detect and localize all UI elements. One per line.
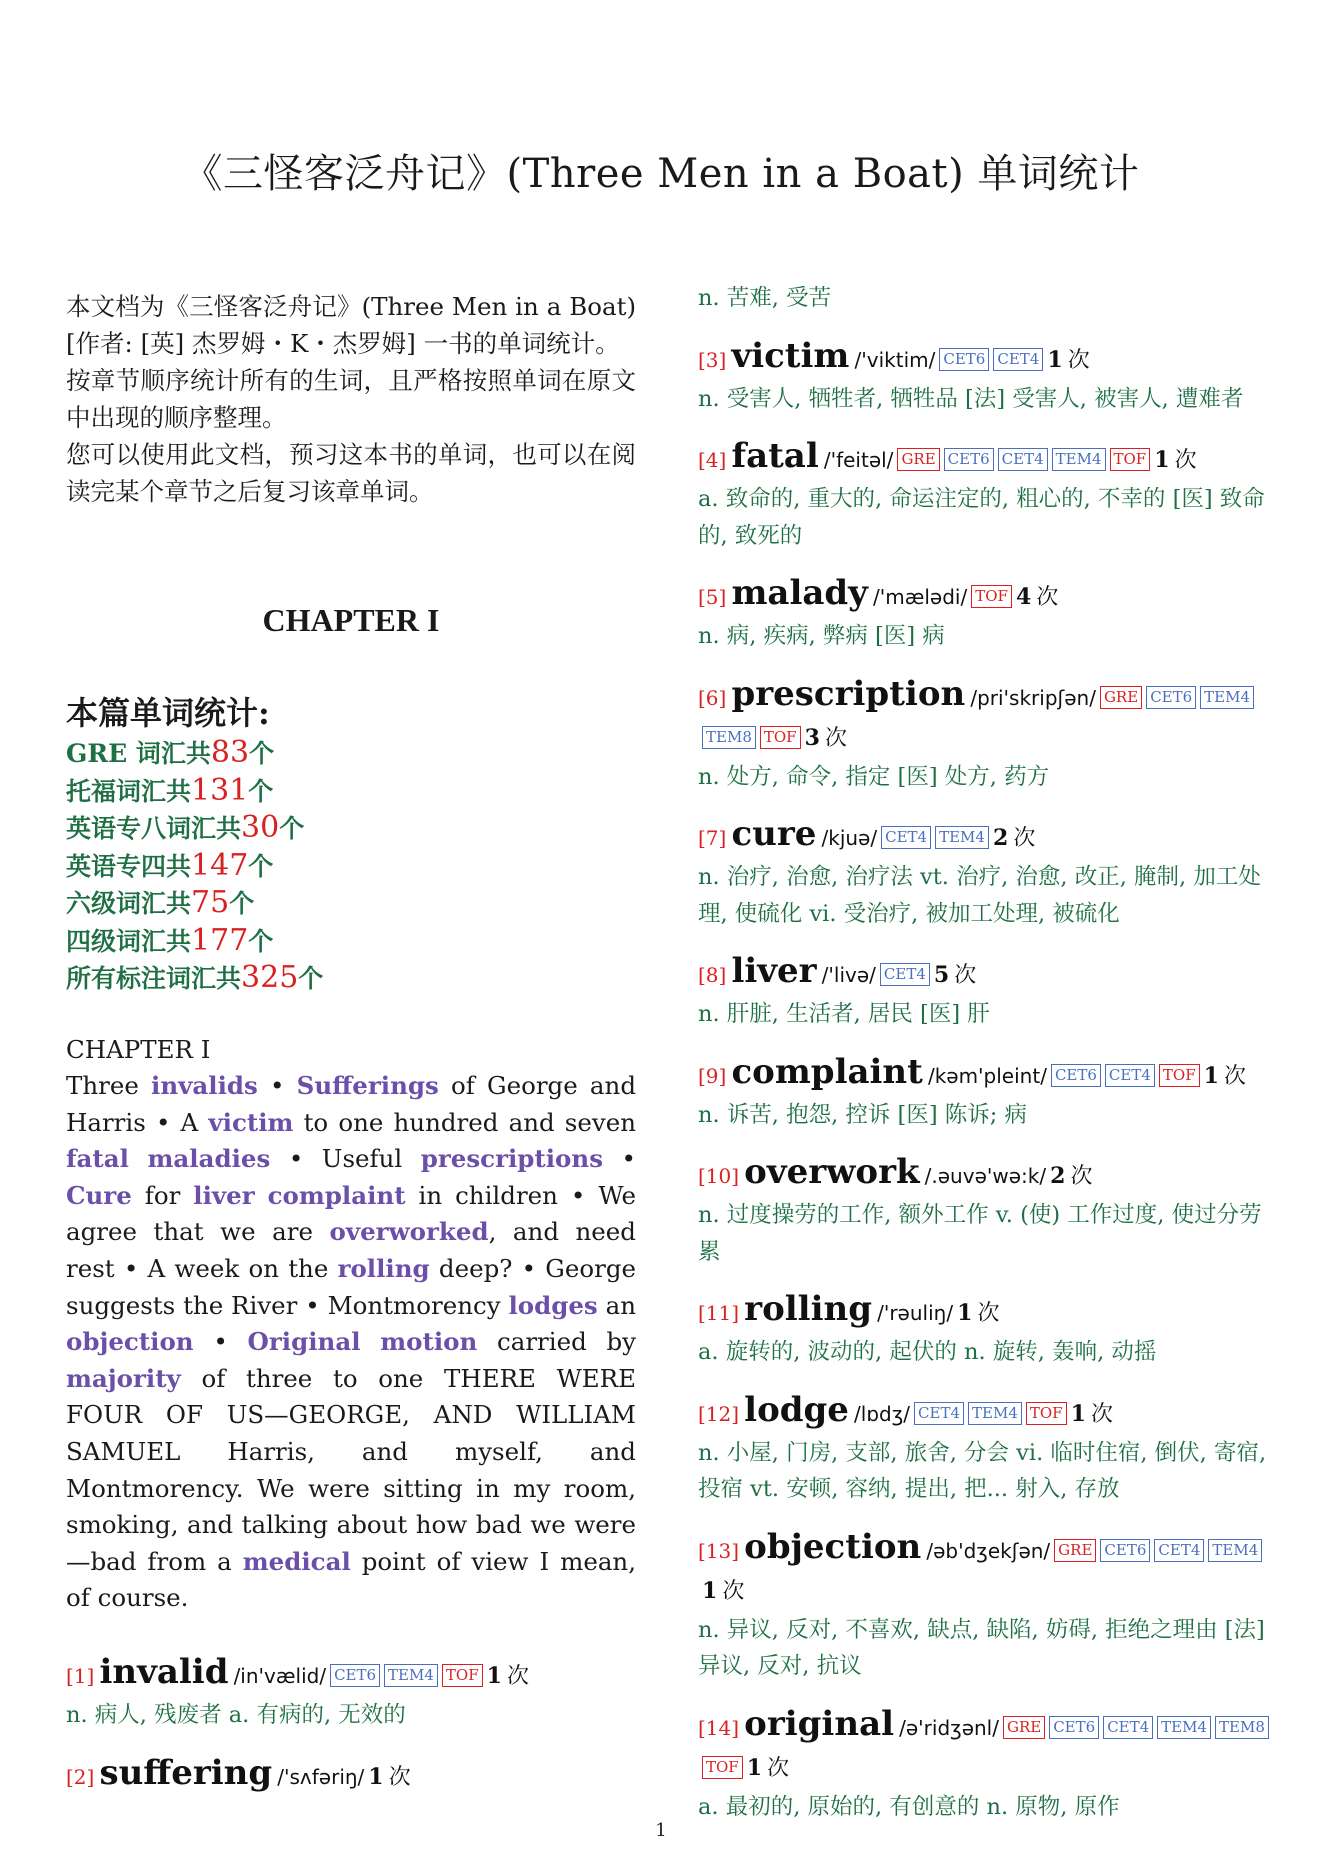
level-tag: TOF [442, 1664, 483, 1687]
level-tag: CET4 [1154, 1539, 1204, 1562]
level-tag: TEM8 [1215, 1716, 1269, 1739]
entry-index: [1] [66, 1664, 95, 1688]
entry-definition: n. 受害人, 牺牲者, 牺牲品 [法] 受害人, 被害人, 遭难者 [698, 385, 1244, 412]
stat-count: 83 [210, 735, 250, 770]
entry-count: 1 [746, 1754, 763, 1781]
entry-count: 1 [1070, 1400, 1086, 1427]
entry-definition: n. 肝脏, 生活者, 居民 [医] 肝 [698, 1001, 990, 1027]
entry-header [698, 1153, 1270, 1197]
stat-unit: 个 [248, 926, 274, 956]
level-tag: TOF [971, 585, 1012, 608]
level-tag: CET6 [1051, 1064, 1101, 1087]
entry-index: [14] [698, 1715, 740, 1740]
entry-phonetic: /.əuvə'wə:k/ [924, 1164, 1047, 1188]
level-tag: CET4 [880, 963, 930, 986]
level-tag: CET4 [998, 448, 1048, 471]
entry-phonetic: /pri'skripʃən/ [970, 685, 1096, 710]
level-tag: TEM4 [1157, 1716, 1211, 1739]
excerpt-text: in children • We agree that we are [66, 1180, 636, 1247]
entry-header [698, 1053, 1270, 1097]
level-tag: CET4 [1103, 1716, 1153, 1739]
entry-count-unit: 次 [977, 1301, 1000, 1326]
entry-index: [12] [698, 1401, 740, 1426]
vocab-entry [698, 1528, 1270, 1685]
stat-label: GRE 词汇共 [66, 739, 211, 768]
entry-index: [10] [698, 1164, 740, 1188]
excerpt-text: carried by [477, 1327, 637, 1357]
highlighted-word: majority [66, 1363, 181, 1393]
entry-header [698, 1528, 1270, 1612]
entry-count: 3 [804, 724, 820, 751]
entry-definition: n. 过度操劳的工作, 额外工作 v. (使) 工作过度, 使过分劳累 [698, 1202, 1262, 1265]
stat-label: 所有标注词汇共 [66, 964, 242, 993]
stat-label: 英语专四共 [66, 851, 192, 881]
entry-definition: n. 诉苦, 抱怨, 控诉 [医] 陈诉; 病 [698, 1101, 1027, 1128]
level-tag: TOF [1026, 1402, 1067, 1425]
entry-word: victim [731, 335, 850, 376]
excerpt-text [255, 1181, 268, 1210]
stat-unit: 个 [279, 814, 305, 843]
stat-row [66, 960, 636, 998]
vocab-entry [66, 1653, 636, 1734]
entry-word: overwork [744, 1152, 920, 1192]
stat-unit: 个 [248, 776, 274, 806]
level-tag: GRE [1054, 1539, 1096, 1562]
entry-phonetic: /lɒdʒ/ [854, 1401, 911, 1426]
entry-definition: a. 致命的, 重大的, 命运注定的, 粗心的, 不幸的 [医] 致命的, 致死的 [698, 486, 1265, 549]
stat-row [66, 885, 636, 923]
stat-count: 177 [191, 922, 249, 958]
entry-count: 4 [1015, 584, 1032, 610]
stat-count: 75 [191, 885, 230, 920]
entry-count: 5 [933, 962, 950, 988]
vocab-entry [698, 1391, 1270, 1508]
excerpt-text: deep? • George suggests the River • Montmorency [66, 1254, 637, 1320]
entry-header [698, 675, 1270, 759]
entry-phonetic: /'mælədi/ [873, 585, 968, 609]
level-tag: GRE [897, 448, 939, 471]
level-tag: GRE [1100, 686, 1142, 709]
chapter-line: CHAPTER I [66, 1034, 211, 1064]
entry-phonetic: /kəm'pleint/ [927, 1063, 1047, 1088]
stat-row [66, 810, 636, 848]
entry-count-unit: 次 [1174, 448, 1197, 473]
highlighted-word: lodges [508, 1290, 598, 1320]
entry-word: invalid [99, 1652, 229, 1692]
level-tag: TEM4 [384, 1664, 438, 1687]
entry-definition: n. 小屋, 门房, 支部, 旅舍, 分会 vi. 临时住宿, 倒伏, 寄宿, 投宿 vt. 安顿, 容纳, 提出, 把... 射入, 存放 [698, 1439, 1267, 1502]
entry-count-unit: 次 [954, 963, 977, 988]
chapter-heading: CHAPTER I [262, 602, 440, 638]
level-tag: TOF [702, 1756, 743, 1779]
entry-phonetic: /'rəuliŋ/ [877, 1301, 954, 1325]
highlighted-word: Cure [66, 1180, 132, 1210]
entry-header [698, 437, 1270, 481]
highlighted-word: overworked [329, 1217, 489, 1247]
stat-label: 英语专八词汇共 [66, 814, 242, 843]
level-tag: TOF [1159, 1064, 1200, 1087]
entry-index: [5] [698, 585, 727, 609]
level-tag: CET4 [881, 826, 931, 849]
entry-count-unit: 次 [1013, 826, 1036, 851]
highlighted-word: objection [66, 1327, 194, 1357]
right-entry-list [698, 337, 1270, 1826]
level-tag: TEM4 [968, 1402, 1022, 1425]
entry-index: [2] [66, 1764, 95, 1789]
stat-label: 四级词汇共 [66, 926, 192, 956]
level-tag: TEM8 [702, 726, 756, 749]
entry-index: [13] [698, 1538, 740, 1563]
entry-phonetic: /ə'ridʒənl/ [899, 1715, 999, 1740]
level-tag: CET6 [1100, 1539, 1150, 1562]
entry-word: rolling [744, 1289, 872, 1329]
stat-count: 30 [241, 810, 280, 845]
stat-label: 托福词汇共 [66, 776, 192, 806]
entry-definition: n. 病, 疾病, 弊病 [医] 病 [698, 623, 945, 649]
entry-count: 1 [1154, 447, 1170, 473]
excerpt-text: • Useful [270, 1144, 421, 1174]
level-tag: CET6 [1049, 1716, 1099, 1739]
stat-count: 131 [191, 772, 249, 808]
stat-unit: 个 [298, 964, 324, 993]
stat-unit: 个 [249, 739, 275, 768]
entry-definition: a. 最初的, 原始的, 有创意的 n. 原物, 原作 [698, 1793, 1120, 1820]
entry-header [698, 815, 1270, 859]
stat-label: 六级词汇共 [66, 889, 192, 918]
level-tag: CET4 [1105, 1064, 1155, 1087]
entry-phonetic: /'viktim/ [854, 347, 936, 372]
highlighted-word: liver [193, 1180, 255, 1210]
entry-index: [6] [698, 685, 727, 710]
left-entry-list [66, 1653, 636, 1798]
highlighted-word: complaint [267, 1180, 406, 1210]
excerpt-text: • [257, 1071, 297, 1101]
entry-count-unit: 次 [1036, 585, 1059, 610]
entry-phonetic: /'feitəl/ [823, 448, 894, 472]
entry-count-unit: 次 [507, 1664, 530, 1689]
intro-paragraph: 您可以使用此文档，预习这本书的单词，也可以在阅读完某个章节之后复习该章单词。 [66, 440, 636, 506]
entry-count: 1 [702, 1577, 718, 1604]
stat-row [66, 735, 636, 773]
entry-word: cure [731, 814, 817, 854]
page-number: 1 [655, 1820, 667, 1841]
entry-word: malady [731, 573, 868, 613]
excerpt-text: Three [66, 1071, 152, 1101]
excerpt-text: of George and Harris • A [66, 1071, 636, 1137]
entry-count-unit: 次 [722, 1578, 745, 1604]
vocab-entry [698, 437, 1270, 554]
entry-definition: n. 处方, 命令, 指定 [医] 处方, 药方 [698, 763, 1050, 790]
level-tag: GRE [1003, 1716, 1045, 1739]
entry-definition: n. 苦难, 受苦 [698, 285, 832, 311]
level-tag: TEM4 [1052, 448, 1106, 471]
excerpt-text: to one hundred and seven [293, 1107, 637, 1137]
entry-header [698, 952, 1270, 996]
entry-count: 1 [957, 1300, 973, 1326]
stat-unit: 个 [248, 851, 274, 881]
entry-word: prescription [731, 673, 966, 714]
level-tag: TOF [760, 726, 801, 749]
entry-count: 1 [368, 1763, 384, 1790]
entry-phonetic: /'livə/ [821, 963, 876, 987]
stat-row [66, 773, 636, 811]
entry-word: objection [744, 1526, 922, 1567]
vocab-entry [66, 1754, 636, 1798]
left-column [66, 288, 636, 1818]
vocab-entry [698, 574, 1270, 655]
entry-word: fatal [731, 436, 819, 476]
vocab-entry [698, 815, 1270, 932]
entry-word: original [744, 1703, 895, 1744]
level-tag: TEM4 [1208, 1539, 1262, 1562]
highlighted-word: maladies [147, 1144, 271, 1174]
entry-count-unit: 次 [1070, 1164, 1093, 1189]
excerpt-text: , and need rest • A week on the [66, 1217, 636, 1284]
stat-count: 325 [241, 960, 299, 995]
entry-count-unit: 次 [388, 1764, 411, 1790]
vocab-entry [698, 1053, 1270, 1134]
highlighted-word: Original [247, 1327, 361, 1357]
stats-heading: 本篇单词统计: [66, 694, 270, 732]
entry-index: [7] [698, 826, 727, 850]
stats-list [66, 735, 636, 998]
vocab-entry [698, 675, 1270, 796]
entry-index: [4] [698, 448, 727, 472]
entry-header [698, 574, 1270, 618]
entry-count: 2 [992, 825, 1009, 851]
level-tag: CET6 [939, 348, 989, 371]
excerpt-text: • [603, 1144, 637, 1174]
highlighted-word: invalids [151, 1071, 258, 1101]
highlighted-word: prescriptions [420, 1144, 604, 1174]
entry-header [66, 1754, 636, 1798]
entry-word: complaint [731, 1051, 923, 1092]
level-tag: TOF [1110, 448, 1151, 471]
highlighted-word: medical [242, 1546, 351, 1576]
entry-count-unit: 次 [824, 725, 847, 751]
highlighted-word: fatal [66, 1144, 129, 1174]
vocab-entry [698, 1705, 1270, 1826]
excerpt-text: point of view I mean, of course. [66, 1546, 636, 1613]
level-tag: CET4 [993, 348, 1043, 371]
entry-count: 1 [486, 1663, 502, 1689]
entry-word: suffering [99, 1752, 273, 1793]
entry-header [698, 1705, 1270, 1789]
document-title: 《三怪客泛舟记》(Three Men in a Boat) 单词统计 [182, 151, 1140, 197]
level-tag: TEM4 [1200, 686, 1254, 709]
right-column [698, 285, 1270, 1845]
entry-phonetic: /əb'dʒekʃən/ [926, 1538, 1051, 1563]
entry-count: 1 [1047, 346, 1063, 373]
vocab-entry [698, 1290, 1270, 1371]
highlighted-word: rolling [337, 1254, 430, 1284]
excerpt-text [361, 1327, 381, 1356]
entry-count: 1 [1203, 1062, 1219, 1089]
level-tag: TEM4 [935, 826, 989, 849]
vocab-entry [698, 952, 1270, 1033]
vocab-entry [698, 337, 1270, 418]
entry-definition: a. 旋转的, 波动的, 起伏的 n. 旋转, 轰响, 动摇 [698, 1339, 1157, 1365]
stat-count: 147 [191, 847, 249, 883]
intro-paragraph: 本文档为《三怪客泛舟记》(Three Men in a Boat)[作者: [英] 杰罗姆・K・杰罗姆] 一书的单词统计。 [66, 292, 636, 358]
entry-definition: n. 治疗, 治愈, 治疗法 vt. 治疗, 治愈, 改正, 腌制, 加工处理, 使硫化 vi. 受治疗, 被加工处理, 被硫化 [698, 864, 1261, 927]
intro-block [66, 288, 636, 510]
highlighted-word: Sufferings [296, 1071, 439, 1101]
level-tag: CET6 [1146, 686, 1196, 709]
excerpt-text: an [597, 1290, 636, 1320]
entry-phonetic: /in'vælid/ [233, 1664, 327, 1688]
entry-header [66, 1653, 636, 1697]
excerpt-text: for [131, 1180, 194, 1210]
intro-paragraph: 按章节顺序统计所有的生词，且严格按照单词在原文中出现的顺序整理。 [66, 366, 636, 432]
entry-definition: n. 异议, 反对, 不喜欢, 缺点, 缺陷, 妨碍, 拒绝之理由 [法] 异议, 反对, 抗议 [698, 1616, 1265, 1679]
entry-word: liver [731, 951, 817, 991]
entry-index: [3] [698, 347, 727, 372]
entry-count-unit: 次 [1067, 347, 1090, 373]
entry-header [698, 1290, 1270, 1334]
stat-unit: 个 [229, 889, 255, 918]
entry-count-unit: 次 [1224, 1063, 1247, 1089]
entry-count-unit: 次 [1090, 1401, 1113, 1427]
level-tag: CET4 [914, 1402, 964, 1425]
entry-index: [8] [698, 963, 727, 987]
entry-count: 2 [1050, 1163, 1066, 1189]
entry-word: lodge [744, 1389, 849, 1430]
level-tag: CET6 [330, 1664, 380, 1687]
highlighted-word: victim [208, 1107, 294, 1137]
highlighted-word: motion [380, 1327, 478, 1357]
chapter-excerpt [66, 1068, 636, 1617]
entry-index: [11] [698, 1301, 740, 1325]
excerpt-text: • [193, 1327, 248, 1357]
entry-header [698, 1391, 1270, 1435]
stat-row [66, 848, 636, 886]
entry-phonetic: /kjuə/ [821, 826, 878, 850]
level-tag: CET6 [944, 448, 994, 471]
excerpt-text [129, 1144, 148, 1173]
entry-count-unit: 次 [767, 1755, 790, 1781]
entry-phonetic: /'sʌfəriŋ/ [277, 1764, 365, 1789]
entry-definition: n. 病人, 残废者 a. 有病的, 无效的 [66, 1702, 406, 1728]
entry-index: [9] [698, 1063, 727, 1088]
stat-row [66, 923, 636, 961]
vocab-entry [698, 1153, 1270, 1270]
entry-header [698, 337, 1270, 381]
excerpt-text: of three to one THERE WERE FOUR OF US—GEORGE, AND WILLIAM SAMUEL Harris, and myself, and Montmorency. We were sitting in my room, smoking, and talking about how bad we were—bad from a [66, 1363, 636, 1576]
